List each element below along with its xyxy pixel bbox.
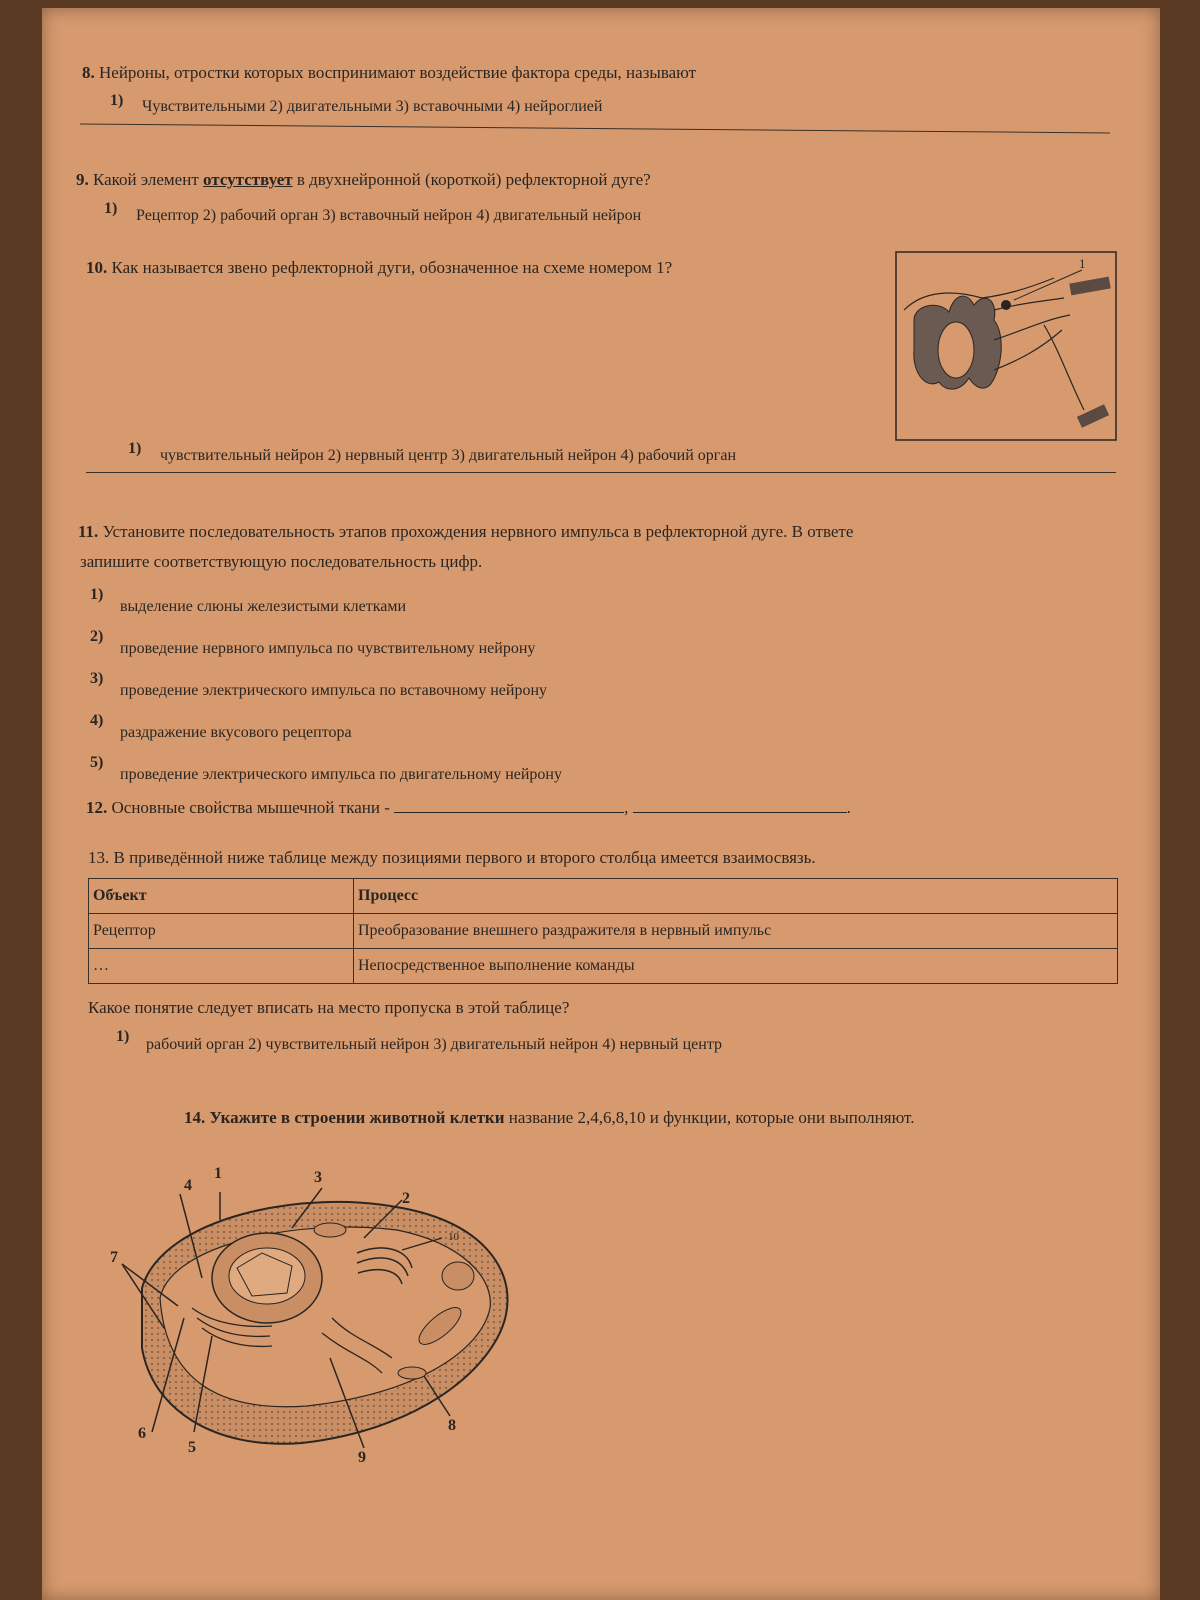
q11-item-1-number: 1) [90,586,104,603]
q9-text [76,170,651,190]
q11-item-2: проведение нервного импульса по чувствительному нейрону [120,640,536,657]
q14-question-bold: 14. Укажите в строении животной клетки [184,1108,505,1127]
q10-number: 10. [86,258,108,277]
q13-question: В приведённой ниже таблице между позициями первого и второго столбца имеется взаимосвязь. [113,848,816,867]
q12-separator: , [624,798,629,817]
q12-answer-blank-2[interactable] [633,796,847,813]
table-cell: … [89,949,354,984]
cell-label-1: 1 [214,1165,222,1182]
cell-label-7: 7 [110,1249,118,1266]
table-cell: Рецептор [89,914,354,949]
q9-question-end: в двухнейронной (короткой) рефлекторной дуге? [296,170,651,189]
cell-label-5: 5 [188,1439,196,1456]
cell-label-9: 9 [358,1449,366,1466]
q11-item-5-number: 5) [90,754,104,771]
q13-subquestion: Какое понятие следует вписать на место пропуска в этой таблице? [88,998,570,1017]
q12-number: 12. [86,798,108,817]
q11-line1 [78,522,853,542]
table-header-object: Объект [89,879,354,914]
q13-number: 13. [88,848,110,867]
cell-label-4: 4 [184,1177,192,1194]
table-header-row [89,879,1118,914]
table-row [89,949,1118,984]
table-header-process: Процесс [354,879,1118,914]
q9-question-start: Какой элемент [93,170,199,189]
q8-text [82,63,696,83]
q13-options: рабочий орган 2) чувствительный нейрон 3) двигательный нейрон 4) нервный центр [146,1036,723,1053]
q9-emphasis: отсутствует [203,170,293,189]
q13-option-number: 1) [116,1028,130,1045]
q8-option-number: 1) [110,92,124,109]
q11-item-5: проведение электрического импульса по двигательному нейрону [120,766,562,783]
table-cell: Преобразование внешнего раздражителя в нервный импульс [354,914,1118,949]
cell-label-6: 6 [138,1425,146,1442]
q9-option-number: 1) [104,200,118,217]
table-cell: Непосредственное выполнение команды [354,949,1118,984]
cell-label-3: 3 [314,1169,322,1186]
animal-cell-diagram [102,1158,532,1478]
table-row [89,914,1118,949]
q9-number: 9. [76,170,89,189]
q11-line2: запишите соответствующую последовательность цифр. [80,552,483,571]
divider [80,124,1110,134]
divider [86,472,1116,473]
q11-item-3: проведение электрического импульса по вставочному нейрону [120,682,548,699]
cell-label-10: 10 [448,1231,459,1243]
q8-options: Чувствительными 2) двигательными 3) вставочными 4) нейроглией [142,98,603,115]
diagram-label-1: 1 [1079,256,1086,271]
worksheet-page [42,8,1160,1600]
q14-text [184,1108,914,1128]
q10-question: Как называется звено рефлекторной дуги, обозначенное на схеме номером 1? [111,258,673,277]
q11-item-4: раздражение вкусового рецептора [120,724,352,741]
q8-number: 8. [82,63,95,82]
q13-table [88,878,1118,984]
q8-question: Нейроны, отростки которых воспринимают воздействие фактора среды, называют [99,63,697,82]
q11-item-3-number: 3) [90,670,104,687]
q11-question: Установите последовательность этапов прохождения нервного импульса в рефлекторной дуге. В ответе [102,522,854,541]
q12-answer-blank-1[interactable] [394,796,624,813]
q10-option-number: 1) [128,440,142,457]
q12-question: Основные свойства мышечной ткани - [111,798,390,817]
q10-options: чувствительный нейрон 2) нервный центр 3) двигательный нейрон 4) рабочий орган [160,447,737,464]
q9-options: Рецептор 2) рабочий орган 3) вставочный нейрон 4) двигательный нейрон [136,207,642,224]
q11-item-1: выделение слюны железистыми клетками [120,598,407,615]
q10-text [86,258,672,278]
q11-item-2-number: 2) [90,628,104,645]
reflex-arc-diagram [894,250,1118,442]
q12-text [86,796,851,818]
q12-end: . [846,798,851,817]
q11-item-4-number: 4) [90,712,104,729]
q14-question: название 2,4,6,8,10 и функции, которые они выполняют. [508,1108,915,1127]
cell-label-8: 8 [448,1417,456,1434]
q11-number: 11. [78,522,99,541]
q13-text [88,848,816,868]
cell-label-2: 2 [402,1190,410,1207]
